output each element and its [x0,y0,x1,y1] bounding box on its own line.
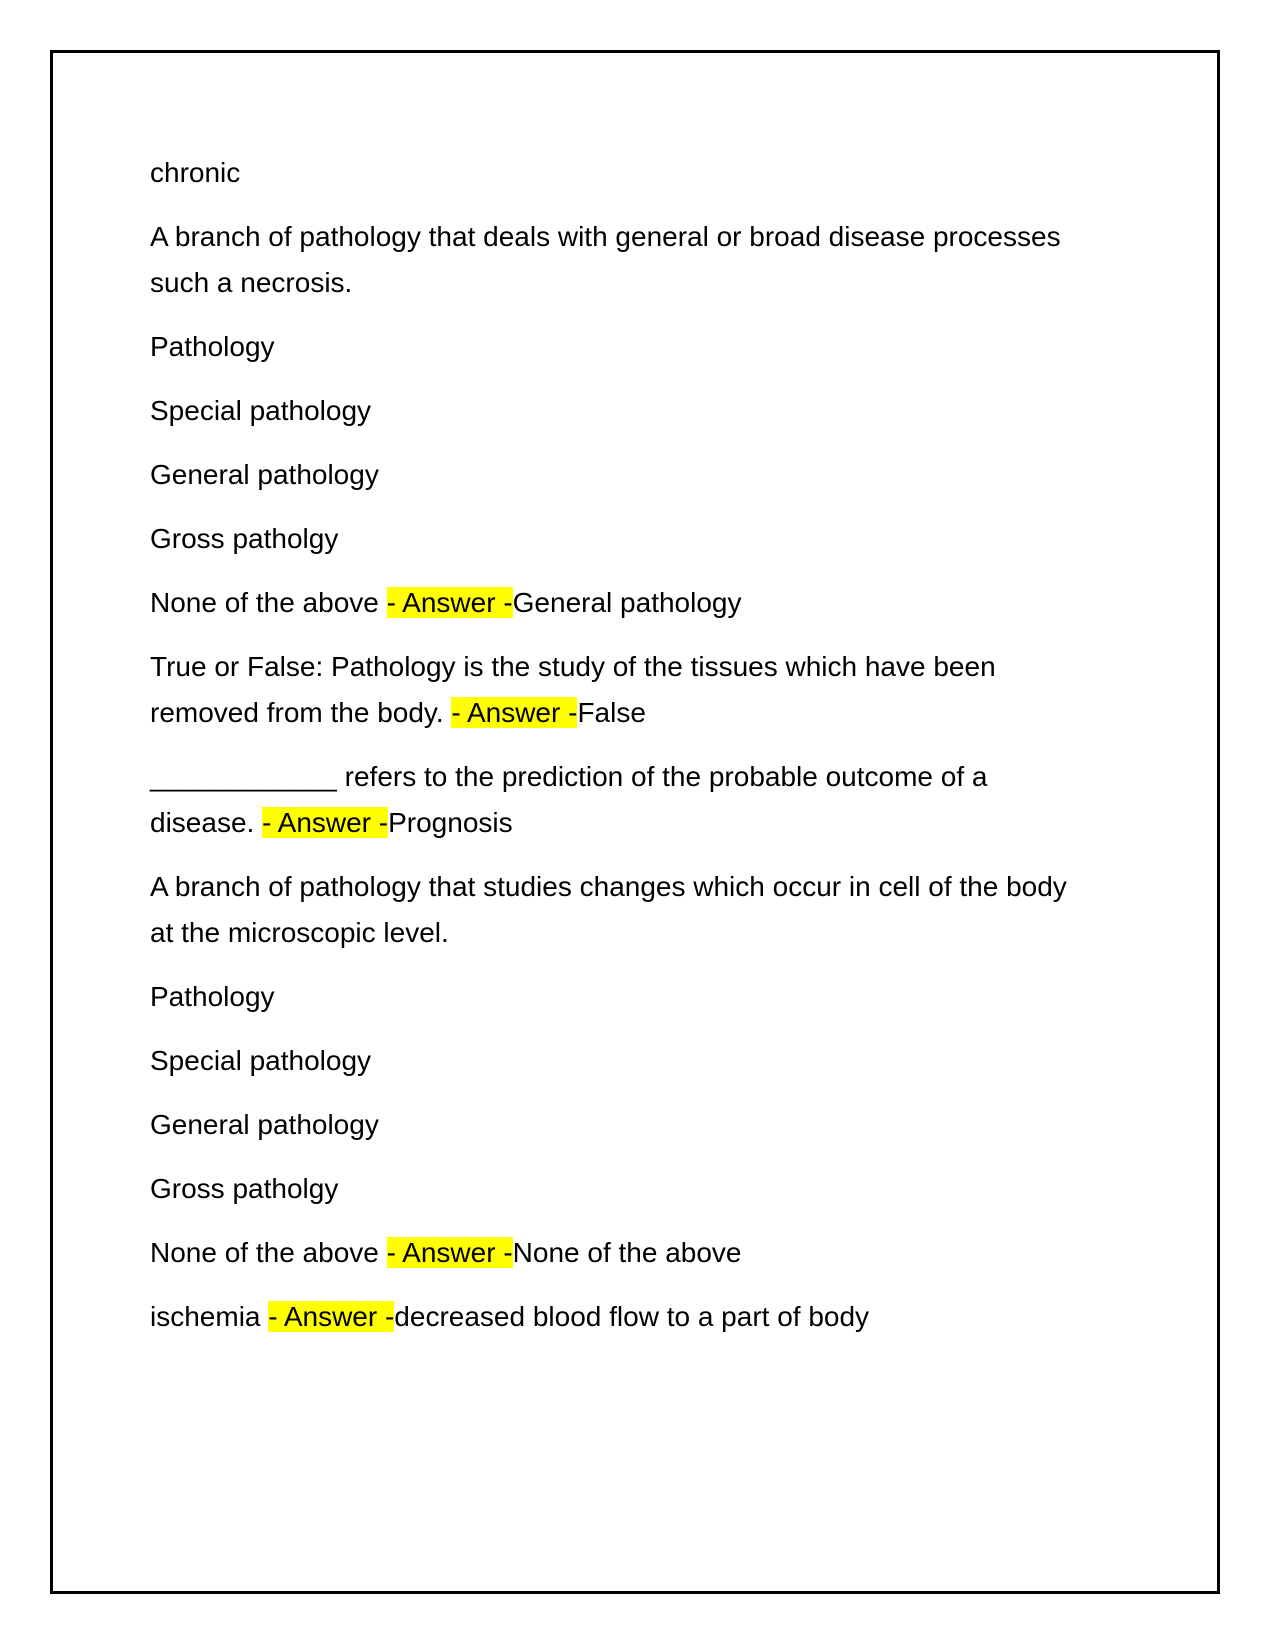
document-body [150,150,1090,1358]
question-text [150,864,1090,956]
option-line [150,388,1090,434]
answer-highlight: - Answer - [386,1237,513,1268]
line-text: Pathology [150,331,275,362]
option-line [150,1102,1090,1148]
answer-value: Prognosis [388,807,513,838]
option-line [150,974,1090,1020]
line-text: Gross patholgy [150,1173,339,1204]
line-text: Gross patholgy [150,523,339,554]
answer-line [150,580,1090,626]
answer-prefix: ____________ refers to the prediction of the probable outcome of a disease. [150,761,988,838]
answer-value: None of the above [512,1237,742,1268]
line-text: General pathology [150,459,379,490]
option-line [150,1038,1090,1084]
answer-line [150,1294,1090,1340]
line-text: Pathology [150,981,275,1012]
option-line [150,452,1090,498]
answer-highlight: - Answer - [268,1301,395,1332]
line-text: Special pathology [150,1045,372,1076]
answer-value: decreased blood flow to a part of body [394,1301,870,1332]
answer-prefix: ischemia [150,1301,269,1332]
option-line [150,516,1090,562]
line-text: General pathology [150,1109,379,1140]
line-text: A branch of pathology that deals with general or broad disease processes such a necrosis. [150,221,1061,298]
line-text: chronic [150,157,241,188]
option-line [150,324,1090,370]
answer-line [150,754,1090,846]
answer-highlight: - Answer - [386,587,513,618]
answer-line [150,1230,1090,1276]
line-text: Special pathology [150,395,372,426]
text-line [150,150,1090,196]
answer-prefix: True or False: Pathology is the study of the tissues which have been removed from the body. [150,651,996,728]
answer-highlight: - Answer - [262,807,389,838]
option-line [150,1166,1090,1212]
answer-value: General pathology [512,587,742,618]
answer-highlight: - Answer - [451,697,578,728]
answer-value: False [577,697,646,728]
answer-prefix: None of the above [150,1237,387,1268]
line-text: A branch of pathology that studies changes which occur in cell of the body at the microscopic level. [150,871,1067,948]
answer-line [150,644,1090,736]
question-text [150,214,1090,306]
answer-prefix: None of the above [150,587,387,618]
